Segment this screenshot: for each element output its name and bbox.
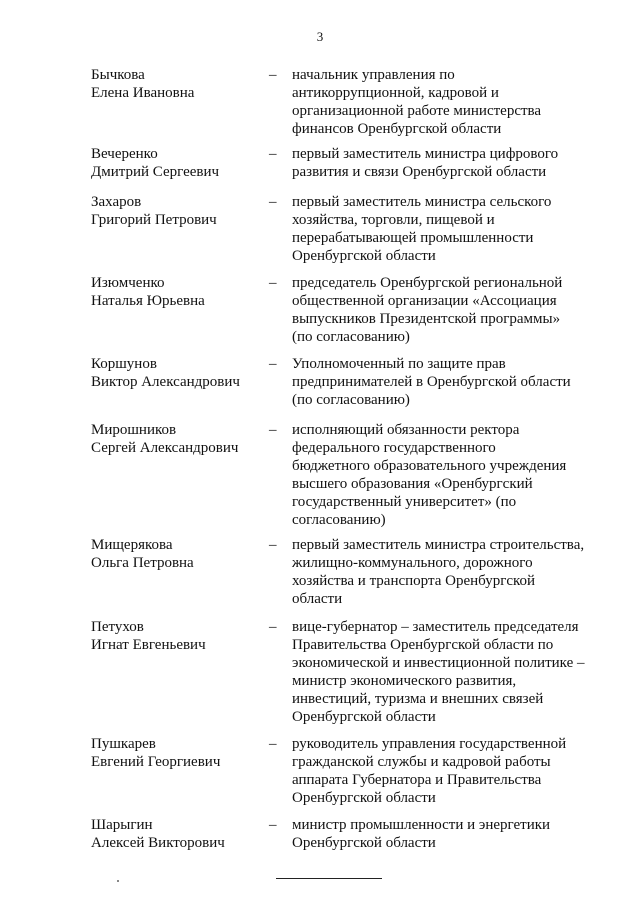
member-given-names: Григорий Петрович (91, 212, 217, 228)
separator-dash: – (269, 817, 277, 833)
position-line: министр экономического развития, (292, 673, 517, 689)
member-surname: Вечеренко (91, 146, 158, 162)
member-name (91, 145, 269, 181)
member-entry (91, 421, 592, 529)
member-entry (91, 735, 592, 807)
position-line: аппарата Губернатора и Правительства (292, 772, 542, 788)
scan-mark (117, 880, 119, 882)
member-entry (91, 536, 592, 608)
separator-dash: – (269, 275, 277, 291)
position-line: (по согласованию) (292, 329, 410, 345)
member-surname: Петухов (91, 619, 144, 635)
position-line: Оренбургской области (292, 835, 436, 851)
position-line: общественной организации «Ассоциация (292, 293, 557, 309)
member-entry (91, 66, 592, 138)
member-surname: Шарыгин (91, 817, 153, 833)
position-line: председатель Оренбургской региональной (292, 275, 563, 291)
position-line: государственный университет» (по (292, 494, 517, 510)
position-line: предпринимателей в Оренбургской области (292, 374, 571, 390)
position-line: области (292, 591, 343, 607)
member-entry (91, 816, 592, 852)
member-given-names: Дмитрий Сергеевич (91, 164, 220, 180)
position-line: руководитель управления государственной (292, 736, 567, 752)
position-line: Оренбургской области (292, 248, 436, 264)
member-name (91, 735, 269, 807)
position-line: перерабатывающей промышленности (292, 230, 534, 246)
position-line: Уполномоченный по защите прав (292, 356, 506, 372)
member-surname: Изюмченко (91, 275, 165, 291)
position-line: федерального государственного (292, 440, 496, 456)
member-position (292, 274, 592, 346)
position-line: первый заместитель министра цифрового (292, 146, 559, 162)
position-line: хозяйства, торговли, пищевой и (292, 212, 495, 228)
member-surname: Пушкарев (91, 736, 156, 752)
member-given-names: Алексей Викторович (91, 835, 225, 851)
member-entry (91, 618, 592, 726)
position-line: бюджетного образовательного учреждения (292, 458, 567, 474)
member-given-names: Сергей Александрович (91, 440, 239, 456)
member-surname: Захаров (91, 194, 142, 210)
member-position (292, 536, 592, 608)
member-surname: Бычкова (91, 67, 145, 83)
member-name (91, 193, 269, 265)
position-line: Оренбургской области (292, 790, 436, 806)
member-surname: Коршунов (91, 356, 157, 372)
member-position (292, 145, 592, 181)
position-line: инвестиций, туризма и внешних связей (292, 691, 544, 707)
member-entry (91, 193, 592, 265)
member-surname: Мищерякова (91, 537, 173, 553)
member-surname: Мирошников (91, 422, 177, 438)
separator-dash: – (269, 146, 277, 162)
separator-dash: – (269, 736, 277, 752)
position-line: выпускников Президентской программы» (292, 311, 561, 327)
member-position (292, 735, 592, 807)
member-name (91, 66, 269, 138)
position-line: развития и связи Оренбургской области (292, 164, 547, 180)
member-given-names: Виктор Александрович (91, 374, 240, 390)
member-given-names: Евгений Георгиевич (91, 754, 221, 770)
position-line: исполняющий обязанности ректора (292, 422, 520, 438)
member-position (292, 355, 592, 409)
member-name (91, 355, 269, 409)
separator-dash: – (269, 619, 277, 635)
position-line: гражданской службы и кадровой работы (292, 754, 551, 770)
position-line: первый заместитель министра строительства, (292, 537, 585, 553)
position-line: экономической и инвестиционной политике – (292, 655, 585, 671)
member-name (91, 536, 269, 608)
member-position (292, 421, 592, 529)
position-line: Правительства Оренбургской области по (292, 637, 554, 653)
member-given-names: Елена Ивановна (91, 85, 195, 101)
separator-dash: – (269, 356, 277, 372)
member-given-names: Наталья Юрьевна (91, 293, 205, 309)
position-line: высшего образования «Оренбургский (292, 476, 533, 492)
position-line: министр промышленности и энергетики (292, 817, 551, 833)
member-name (91, 816, 269, 852)
member-position (292, 816, 592, 852)
closing-line (276, 878, 382, 879)
member-position (292, 193, 592, 265)
position-line: вице-губернатор – заместитель председателя (292, 619, 579, 635)
separator-dash: – (269, 422, 277, 438)
position-line: (по согласованию) (292, 392, 410, 408)
position-line: хозяйства и транспорта Оренбургской (292, 573, 536, 589)
position-line: начальник управления по (292, 67, 455, 83)
member-entry (91, 274, 592, 346)
separator-dash: – (269, 537, 277, 553)
member-entry (91, 355, 592, 409)
member-position (292, 618, 592, 726)
member-entry (91, 145, 592, 181)
position-line: антикоррупционной, кадровой и (292, 85, 499, 101)
member-name (91, 274, 269, 346)
position-line: первый заместитель министра сельского (292, 194, 552, 210)
member-given-names: Ольга Петровна (91, 555, 194, 571)
member-given-names: Игнат Евгеньевич (91, 637, 206, 653)
position-line: финансов Оренбургской области (292, 121, 502, 137)
position-line: согласованию) (292, 512, 386, 528)
separator-dash: – (269, 67, 277, 83)
position-line: организационной работе министерства (292, 103, 542, 119)
member-position (292, 66, 592, 138)
position-line: Оренбургской области (292, 709, 436, 725)
separator-dash: – (269, 194, 277, 210)
member-name (91, 618, 269, 726)
page-number: 3 (316, 29, 324, 44)
member-name (91, 421, 269, 529)
position-line: жилищно-коммунального, дорожного (292, 555, 533, 571)
